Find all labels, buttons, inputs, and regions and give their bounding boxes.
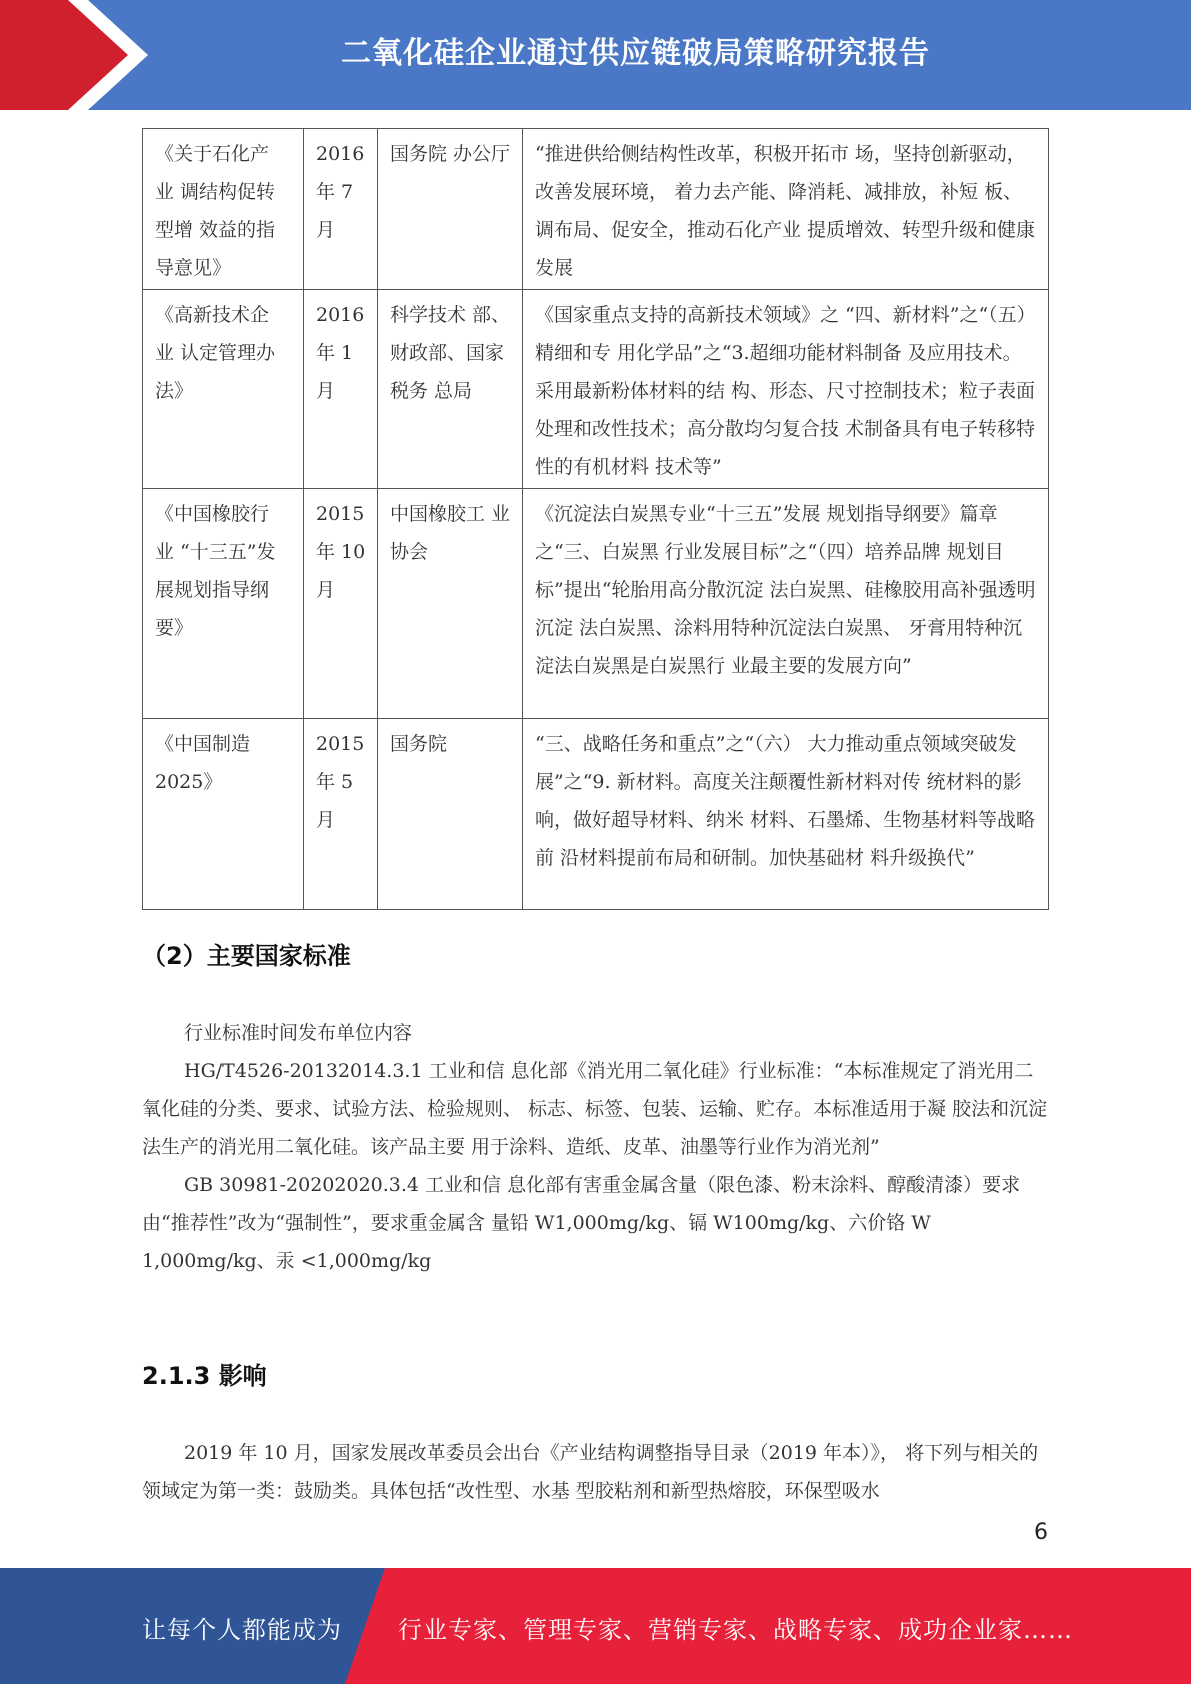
section-heading-impact: 2.1.3 影响: [142, 1362, 267, 1390]
policy-date-cell: 2015 年 10 月: [304, 489, 378, 719]
policy-content-cell: “推进供给侧结构性改革，积极开拓市 场，坚持创新驱动，改善发展环境， 着力去产能、降消耗、减排放，补短 板、调布局、促安全，推动石化产业 提质增效、转型升级和健康发展: [523, 129, 1049, 290]
policy-issuer-cell: 国务院 办公厅: [378, 129, 523, 290]
policy-name-cell: 《关于石化产 业 调结构促转 型增 效益的指导意见》: [143, 129, 304, 290]
standards-body: [142, 1014, 1048, 1280]
header-title: 二氧化硅企业通过供应链破局策略研究报告: [341, 36, 930, 71]
paragraph: 2019 年 10 月，国家发展改革委员会出台《产业结构调整指导目录（2019 年本）》， 将下列与相关的领域定为第一类：鼓励类。具体包括“改性型、水基 型胶粘剂和新型热熔胶，环保型吸水: [142, 1442, 1039, 1502]
policy-table: [142, 128, 1049, 910]
policy-date-cell: 2015 年 5 月: [304, 719, 378, 910]
footer-banner: [0, 1568, 1191, 1684]
policy-content-cell: “三、战略任务和重点”之“（六） 大力推动重点领域突破发展”之“9. 新材料。高度关注颠覆性新材料对传 统材料的影响，做好超导材料、纳米 材料、石墨烯、生物基材料等战略前 沿材料提前布局和研制。加快基础材 料升级换代”: [523, 719, 1049, 910]
table-row: [143, 129, 1049, 290]
paragraph: 行业标准时间发布单位内容: [184, 1022, 413, 1044]
paragraph: HG/T4526-20132014.3.1 工业和信 息化部《消光用二氧化硅》行业标准：“本标准规定了消光用二氧化硅的分类、要求、试验方法、检验规则、 标志、标签、包装、运输、贮存。本标准适用于凝 胶法和沉淀法生产的消光用二氧化硅。该产品主要 用于涂料、造纸、皮革、油墨等行业作为消光剂”: [142, 1060, 1048, 1158]
table-row: [143, 290, 1049, 489]
policy-content-cell: 《国家重点支持的高新技术领域》之 “四、新材料”之“（五）精细和专 用化学品”之“3.超细功能材料制备 及应用技术。采用最新粉体材料的结 构、形态、尺寸控制技术；粒子表面 处理和改性技术；高分散均匀复合技 术制备具有电子转移特性的有机材料 技术等”: [523, 290, 1049, 489]
policy-content-cell: 《沉淀法白炭黑专业“十三五”发展 规划指导纲要》篇章之“三、白炭黑 行业发展目标”之“（四）培养品牌 规划目标”提出“轮胎用高分散沉淀 法白炭黑、硅橡胶用高补强透明沉淀 法白炭黑、涂料用特种沉淀法白炭黑、 牙膏用特种沉淀法白炭黑是白炭黑行 业最主要的发展方向”: [523, 489, 1049, 719]
paragraph: GB 30981-20202020.3.4 工业和信 息化部有害重金属含量（限色漆、粉末涂料、醇酸清漆）要求由“推荐性”改为“强制性”，要求重金属含 量铅 W1,000mg/kg、镉 W100mg/kg、六价铬 W 1,000mg/kg、汞 <1,000mg/kg: [142, 1174, 1021, 1272]
policy-name-cell: 《高新技术企 业 认定管理办法》: [143, 290, 304, 489]
table-row: [143, 489, 1049, 719]
section-heading-standards: （2）主要国家标准: [142, 942, 351, 970]
policy-name-cell: 《中国制造 2025》: [143, 719, 304, 910]
policy-date-cell: 2016 年 1 月: [304, 290, 378, 489]
policy-issuer-cell: 科学技术 部、 财政部、国家 税务 总局: [378, 290, 523, 489]
footer-slogan-left: 让每个人都能成为: [142, 1616, 342, 1644]
page-number: 6: [1034, 1520, 1048, 1545]
table-row: [143, 719, 1049, 910]
policy-issuer-cell: 国务院: [378, 719, 523, 910]
policy-name-cell: 《中国橡胶行 业 “十三五”发展规划指导纲要》: [143, 489, 304, 719]
impact-body: [142, 1434, 1048, 1510]
footer-slogan-right: 行业专家、管理专家、营销专家、战略专家、成功企业家……: [398, 1616, 1073, 1644]
policy-date-cell: 2016 年 7 月: [304, 129, 378, 290]
header-banner: [0, 0, 1191, 110]
policy-issuer-cell: 中国橡胶工 业 协会: [378, 489, 523, 719]
